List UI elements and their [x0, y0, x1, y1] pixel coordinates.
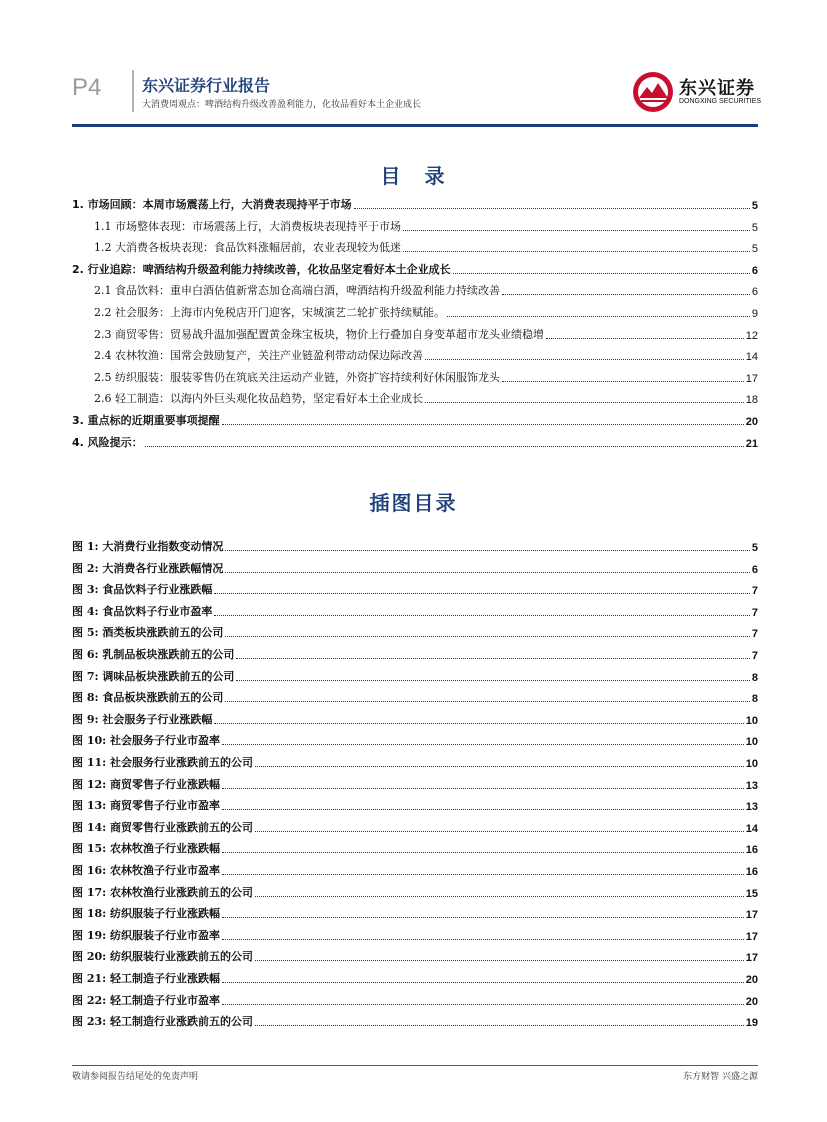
figure-entry[interactable] [72, 624, 758, 640]
figure-entry[interactable] [72, 776, 758, 792]
toc-entry-section-page: 6 [751, 265, 758, 277]
dot-leader [145, 446, 744, 447]
figure-entry[interactable] [72, 819, 758, 835]
figure-entry-label: 图 7: 调味品板块涨跌前五的公司 [72, 670, 235, 683]
dot-leader [255, 960, 744, 961]
figure-entry-label: 图 11: 社会服务行业涨跌前五的公司 [72, 756, 254, 769]
figure-entry[interactable] [72, 581, 758, 597]
toc-entry-section-label: 3. 重点标的近期重要事项提醒 [72, 414, 220, 427]
logo-chinese-text: 东兴证券 [679, 78, 755, 99]
figure-entry-label: 图 20: 纺织服装行业涨跌前五的公司 [72, 950, 254, 963]
figure-entry-label: 图 4: 食品饮料子行业市盈率 [72, 605, 213, 618]
figure-entry[interactable] [72, 668, 758, 684]
figure-entry-page: 19 [745, 1017, 758, 1029]
dot-leader [255, 896, 744, 897]
figure-entry-page: 16 [745, 866, 758, 878]
toc-entry-subsection-label: 2.2 社会服务：上海市内免税店开门迎客，宋城演艺二轮扩张持续赋能。 [94, 306, 445, 319]
dot-leader [403, 251, 750, 252]
dot-leader [225, 550, 750, 551]
dot-leader [222, 874, 744, 875]
figure-list-title: 插图目录 [369, 491, 458, 515]
figure-entry[interactable] [72, 711, 758, 727]
figure-entry[interactable] [72, 754, 758, 770]
figure-entry-page: 17 [745, 909, 758, 921]
figure-entry-label: 图 8: 食品板块涨跌前五的公司 [72, 691, 224, 704]
toc-entry-section[interactable] [72, 196, 758, 212]
figure-entry-page: 17 [745, 952, 758, 964]
dot-leader [425, 402, 744, 403]
figure-entry-page: 16 [745, 844, 758, 856]
figure-entry-label: 图 12: 商贸零售子行业涨跌幅 [72, 778, 221, 791]
toc-entry-subsection-page: 9 [751, 308, 758, 320]
dot-leader [222, 744, 744, 745]
toc-entry-subsection-page: 18 [745, 394, 758, 406]
dot-leader [225, 636, 750, 637]
dot-leader [502, 294, 750, 295]
dot-leader [453, 273, 750, 274]
dot-leader [425, 359, 744, 360]
toc-entry-subsection[interactable] [94, 304, 758, 320]
figure-entry-label: 图 5: 酒类板块涨跌前五的公司 [72, 626, 224, 639]
figure-entry[interactable] [72, 884, 758, 900]
toc-entry-subsection-page: 12 [745, 330, 758, 342]
toc-entry-section-label: 1. 市场回顾：本周市场震荡上行，大消费表现持平于市场 [72, 198, 352, 211]
dot-leader [225, 701, 750, 702]
dot-leader [222, 788, 744, 789]
figure-entry-page: 8 [751, 672, 758, 684]
dot-leader [222, 982, 744, 983]
dot-leader [255, 831, 744, 832]
report-title: 东兴证券行业报告 [142, 76, 271, 95]
dot-leader [236, 680, 750, 681]
dot-leader [222, 1004, 744, 1005]
toc-entry-subsection[interactable] [94, 369, 758, 385]
figure-entry[interactable] [72, 646, 758, 662]
figure-entry-label: 图 14: 商贸零售行业涨跌前五的公司 [72, 821, 254, 834]
figure-entry[interactable] [72, 797, 758, 813]
toc-title: 目 录 [380, 164, 447, 188]
dot-leader [502, 381, 744, 382]
toc-entry-subsection[interactable] [94, 218, 758, 234]
figure-entry[interactable] [72, 948, 758, 964]
company-logo [632, 71, 760, 113]
figure-entry[interactable] [72, 992, 758, 1008]
figure-entry-label: 图 22: 轻工制造子行业市盈率 [72, 994, 221, 1007]
figure-entry[interactable] [72, 560, 758, 576]
figure-entry[interactable] [72, 927, 758, 943]
figure-entry[interactable] [72, 732, 758, 748]
figure-entry-label: 图 23: 轻工制造行业涨跌前五的公司 [72, 1015, 254, 1028]
toc-entry-subsection-page: 14 [745, 351, 758, 363]
figure-entry-label: 图 10: 社会服务子行业市盈率 [72, 734, 221, 747]
figure-entry-page: 7 [751, 650, 758, 662]
figure-entry-page: 10 [745, 715, 758, 727]
dot-leader [222, 424, 744, 425]
figure-entry-label: 图 19: 纺织服装子行业市盈率 [72, 929, 221, 942]
toc-entry-section[interactable] [72, 412, 758, 428]
dot-leader [354, 208, 750, 209]
figure-entry[interactable] [72, 840, 758, 856]
figure-entry[interactable] [72, 689, 758, 705]
toc-entry-subsection[interactable] [94, 282, 758, 298]
toc-entry-section-page: 20 [745, 416, 758, 428]
dot-leader [214, 593, 750, 594]
dot-leader [222, 917, 744, 918]
dot-leader [255, 1025, 744, 1026]
dot-leader [222, 852, 744, 853]
figure-entry-label: 图 15: 农林牧渔子行业涨跌幅 [72, 842, 221, 855]
toc-entry-subsection[interactable] [94, 347, 758, 363]
figure-entry-page: 7 [751, 585, 758, 597]
toc-entry-section[interactable] [72, 261, 758, 277]
figure-entry-page: 20 [745, 996, 758, 1008]
dot-leader [222, 809, 744, 810]
header-divider [132, 70, 134, 112]
toc-entry-subsection-page: 5 [751, 243, 758, 255]
figure-entry-label: 图 17: 农林牧渔行业涨跌前五的公司 [72, 886, 254, 899]
figure-entry-page: 7 [751, 607, 758, 619]
dot-leader [403, 230, 750, 231]
figure-entry-page: 8 [751, 693, 758, 705]
toc-entry-subsection-label: 1.1 市场整体表现：市场震荡上行，大消费板块表现持平于市场 [94, 220, 401, 233]
dot-leader [546, 338, 744, 339]
toc-entry-section-label: 4. 风险提示： [72, 436, 143, 449]
figure-entry-page: 10 [745, 758, 758, 770]
footer-slogan: 东方财智 兴盛之源 [683, 1072, 758, 1082]
footer-disclaimer: 敬请参阅报告结尾处的免责声明 [72, 1072, 199, 1082]
toc-entry-section-page: 21 [745, 438, 758, 450]
page-number: P4 [72, 74, 102, 101]
toc-entry-subsection[interactable] [94, 390, 758, 406]
figure-entry-label: 图 1: 大消费行业指数变动情况 [72, 540, 224, 553]
toc-entry-section[interactable] [72, 434, 758, 450]
toc-entry-subsection-page: 5 [751, 222, 758, 234]
figure-entry[interactable] [72, 862, 758, 878]
figure-entry[interactable] [72, 538, 758, 554]
toc-entry-section-page: 5 [751, 200, 758, 212]
dot-leader [236, 658, 750, 659]
figure-entry-label: 图 6: 乳制品板块涨跌前五的公司 [72, 648, 235, 661]
figure-entry[interactable] [72, 1013, 758, 1029]
dot-leader [222, 939, 744, 940]
figure-entry-label: 图 3: 食品饮料子行业涨跌幅 [72, 583, 213, 596]
toc-entry-subsection-label: 2.4 农林牧渔：国常会鼓励复产，关注产业链盈利带动动保边际改善 [94, 349, 423, 362]
figure-entry-label: 图 16: 农林牧渔子行业市盈率 [72, 864, 221, 877]
figure-entry-page: 14 [745, 823, 758, 835]
figure-entry-page: 17 [745, 931, 758, 943]
dot-leader [255, 766, 744, 767]
dongxing-logo-icon [632, 71, 676, 113]
toc-entry-subsection[interactable] [94, 326, 758, 342]
logo-english-text: DONGXING SECURITIES [679, 98, 762, 105]
toc-entry-subsection[interactable] [94, 239, 758, 255]
figure-entry-page: 15 [745, 888, 758, 900]
figure-entry-label: 图 13: 商贸零售子行业市盈率 [72, 799, 221, 812]
figure-entry[interactable] [72, 905, 758, 921]
figure-entry[interactable] [72, 603, 758, 619]
dot-leader [447, 316, 750, 317]
figure-entry-page: 13 [745, 801, 758, 813]
figure-entry-label: 图 9: 社会服务子行业涨跌幅 [72, 713, 213, 726]
figure-entry[interactable] [72, 970, 758, 986]
dot-leader [225, 572, 750, 573]
footer-rule [72, 1065, 758, 1066]
toc-entry-subsection-label: 2.5 纺织服装：服装零售仍在筑底关注运动产业链，外资扩容持续利好休闲服饰龙头 [94, 371, 500, 384]
report-subtitle: 大消费周观点：啤酒结构升级改善盈利能力，化妆品看好本土企业成长 [142, 100, 422, 110]
toc-entry-subsection-label: 1.2 大消费各板块表现：食品饮料涨幅居前，农业表现较为低迷 [94, 241, 401, 254]
figure-entry-page: 7 [751, 628, 758, 640]
figure-entry-page: 13 [745, 780, 758, 792]
toc-entry-subsection-page: 17 [745, 373, 758, 385]
figure-entry-page: 20 [745, 974, 758, 986]
toc-entry-section-label: 2. 行业追踪：啤酒结构升级盈利能力持续改善，化妆品坚定看好本土企业成长 [72, 263, 451, 276]
header-rule [72, 124, 758, 127]
figure-entry-page: 10 [745, 736, 758, 748]
toc-entry-subsection-label: 2.3 商贸零售：贸易战升温加强配置黄金珠宝板块，物价上行叠加自身变革超市龙头业绩稳增 [94, 328, 544, 341]
figure-entry-page: 5 [751, 542, 758, 554]
dot-leader [214, 723, 743, 724]
figure-entry-label: 图 18: 纺织服装子行业涨跌幅 [72, 907, 221, 920]
figure-entry-label: 图 21: 轻工制造子行业涨跌幅 [72, 972, 221, 985]
dot-leader [214, 615, 750, 616]
toc-entry-subsection-page: 6 [751, 286, 758, 298]
toc-entry-subsection-label: 2.1 食品饮料：重申白酒估值新常态加仓高端白酒，啤酒结构升级盈利能力持续改善 [94, 284, 500, 297]
toc-entry-subsection-label: 2.6 轻工制造：以海内外巨头观化妆品趋势，坚定看好本土企业成长 [94, 392, 423, 405]
figure-entry-label: 图 2: 大消费各行业涨跌幅情况 [72, 562, 224, 575]
figure-entry-page: 6 [751, 564, 758, 576]
